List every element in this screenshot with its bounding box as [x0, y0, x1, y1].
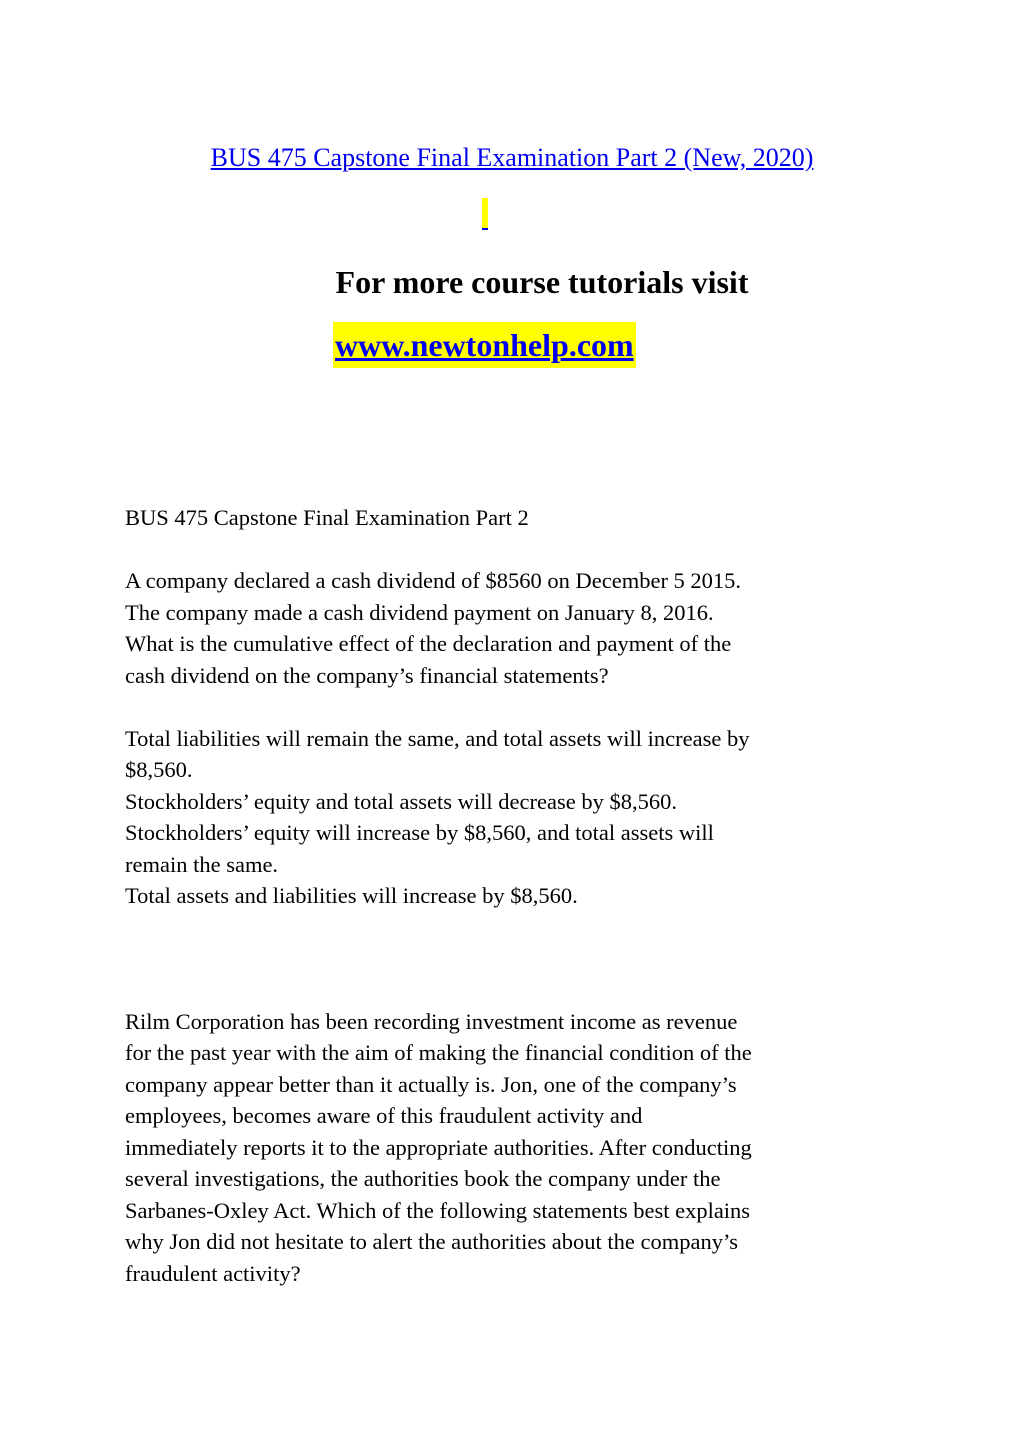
question-1-options	[125, 723, 905, 912]
course-title-link[interactable]: BUS 475 Capstone Final Examination Part 2 (New, 2020)	[210, 143, 814, 172]
website-link[interactable]: www.newtonhelp.com	[335, 327, 634, 363]
answer-option-line: $8,560.	[125, 757, 193, 782]
question-line: The company made a cash dividend payment on January 8, 2016.	[125, 599, 714, 625]
visit-heading: For more course tutorials visit	[335, 264, 749, 300]
question-line: A company declared a cash dividend of $8560 on December 5 2015.	[125, 568, 742, 593]
question-line: company appear better than it actually is. Jon, one of the company’s	[125, 1071, 737, 1097]
answer-option-line: Total liabilities will remain the same, and total assets will increase by	[125, 725, 750, 751]
document-body	[125, 502, 905, 1289]
answer-option-line: Total assets and liabilities will increase by $8,560.	[125, 883, 578, 908]
section-title: BUS 475 Capstone Final Examination Part 2	[125, 505, 529, 530]
question-line: What is the cumulative effect of the declaration and payment of the	[125, 631, 732, 656]
answer-option-line: Stockholders’ equity and total assets will decrease by $8,560.	[125, 788, 677, 814]
question-2-stem	[125, 1006, 905, 1290]
question-line: several investigations, the authorities book the company under the	[125, 1166, 721, 1191]
question-line: why Jon did not hesitate to alert the authorities about the company’s	[125, 1229, 738, 1254]
question-1-stem	[125, 565, 905, 691]
highlight-marker	[482, 198, 488, 230]
question-line: fraudulent activity?	[125, 1260, 301, 1286]
question-line: Rilm Corporation has been recording investment income as revenue	[125, 1008, 738, 1034]
site-link-highlight	[333, 322, 636, 368]
answer-option-line: remain the same.	[125, 851, 279, 877]
question-line: cash dividend on the company’s financial statements?	[125, 662, 609, 688]
question-line: immediately reports it to the appropriate authorities. After conducting	[125, 1134, 752, 1160]
question-line: Sarbanes-Oxley Act. Which of the following statements best explains	[125, 1197, 751, 1223]
answer-option-line: Stockholders’ equity will increase by $8,560, and total assets will	[125, 820, 714, 845]
question-line: for the past year with the aim of making the financial condition of the	[125, 1040, 752, 1065]
question-line: employees, becomes aware of this fraudulent activity and	[125, 1103, 643, 1128]
